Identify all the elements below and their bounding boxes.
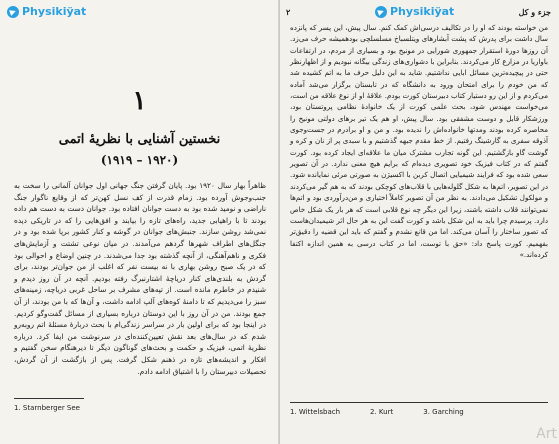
brand-name: Physikiÿat <box>22 5 87 18</box>
right-body-text: من خواسته بودند که او را در تکالیف درسی‌اش کمک کنم. سال پیش، این پسر که پانزده سال داشت برای پدرش که پشت آبشارهای ویتلسباخ مسلسلچی بودهمیشه حرف می‌زد. آن روزها دورهٔ استقرار جمهوری شورایی در مونیخ بود و بسیاری از مردم، در ارتفاعات باواریا در مزارع کار می‌کردند. بنابراین با دشواری‌های زندگی بیگانه نبودیم و از اظهارنظر حتی در پیچیده‌ترین مسائل ابایی نداشتیم. شاید به این دلیل حرف ما به اتم کشیده شد که من خودم را برای امتحان ورود به دانشگاه که در تابستان برگزار می‌شد آماده می‌کردم و از این رو دستیار کتاب دبیرستان کورت بودم. علاقهٔ او از نوع علاقه من است، می‌خواست مهندس شود، بحث علمی کورت از یک خانوادهٔ نظامی پروتستان بود، ورزشکار قابل و دوست مشفقی بود. سال پیش، او هم یک تیر برهای دولتی مونیخ را محاصره کرده بودند ومدتها خانواده‌اش را ندیده بود. و من و او برادرم در جست‌وجوی آذوقه سفری به گارشینگ رفتیم. از خط مقدم جبهه گذشتیم و با سبدی پر از نان و کره و گوشت گاو بازگشتیم. این گونه تجارب مشترک میان ما علاقه‌ای ایجاد کرده بود. کورت گفتم که در کتاب فیزیک خود تصویری دیده‌ام که برایم هیچ معنی ندارد. در آن تصویر سعی شده بود که فرایند شیمیایی اتصال کربن با اکسیژن به صورتی مرئی نمایانده شود. در این تصویر، اتم‌ها به شکل گلوله‌هایی با قلاب‌های کوچکی بودند که به هم گیر می‌کردند و مولکول تشکیل می‌دادند. به نظر من آن تصویر کاملاً اختیاری و من‌درآوردی بود و اتم‌ها نمی‌توانند قلاب داشته باشند، زیرا این دیگر چه نوع قلابی است که هر بار یک شکل خاص دارد. پرسیدم چرا باید به این شکل باشد و کورت گفت این به هر حال اثر شیمیدان‌هاست که تصور ساختار را آسان می‌کند. اما من قانع نشدم و گفتم که باید این قضیه را دقیق‌تر بفهمیم. کورت پاسخ داد: «حق با توست، اما در کتاب درسی به همین اندازه اکتفا کرده‌اند.» <box>290 23 548 259</box>
chapter-years: (۱۹۱۹ – ۱۹۲۰) <box>100 153 179 167</box>
running-header: جزء و کل <box>518 7 551 17</box>
corner-watermark: Art <box>536 426 557 442</box>
page-number: ۲ <box>286 7 291 17</box>
left-body-text: ظاهراً بهار سال ۱۹۲۰ بود. پایان گرفتن جنگ جهانی اول جوانان آلمانی را سخت به جنب‌وجوش آورده بود. زمام قدرت از کف نسل کهن‌تر که از وقایع ناگوار جنگ ناراضی و نومید شده بود به دست جوانان افتاده بود. جوانان دست به دست هم داده بودند تا با راهیابی جدید، راه‌های تازه را بیابند و افق‌هایی را که در تاریکی دیده نمی‌شد روشن سازند. جنبش‌های جوانان در گوشه و کنار کشور برپا شده بود و در جنگل‌های اطراف شهرها گردهم می‌آمدند. در میان نوعی تشتت و آزمایش‌های فکری و ناهم‌آهنگی، از آنچه گذشته بود جدا می‌شدند. در چنین اوضاع و احوالی بود که در یک صبح روشن بهاری با نه بیست نفر که اغلب از من جوان‌تر بودند، برای گردش به بلندی‌های کنار دریاچهٔ اشتارنبرگ رفته بودیم. آنچه در آن روز دیدم و شنیدم در خاطرم مانده است. از تپه‌های مشرف بر ساحل غربی دریاچه، زمینه‌های سبز را می‌دیدیم که تا دامنهٔ کوه‌های آلپ ادامه داشت، و آن‌ها که با من بودند، از آن جمع بودند. من در آن روز با این دوستان درباره بسیاری از مسائل گفت‌وگو کردیم. در اینجا بود که برای اولین بار در سراسر زندگی‌ام با بحث دربارهٔ مسئلهٔ اتم روبه‌رو شدم که در سال‌های بعد نقش تعیین‌کننده‌ای در سرنوشت من ایفا کرد. درباره نظریهٔ اتمی، فیزیک و حکمت و بحث‌های گوناگون دیگر تا دیرهنگام سخن گفتیم و افکار و اندیشه‌های تازه در ذهنم شکل گرفت. پس از بازگشت از آن گردش، تحصیلات دبیرستان را با اشتیاق ادامه دادم. <box>14 181 266 376</box>
footnote: 1. Wittelsbach <box>290 408 341 416</box>
footnote-rule <box>290 402 548 403</box>
brand-name: Physikiÿat <box>390 5 455 18</box>
footnote: 1. Starnberger See <box>14 404 80 412</box>
chapter-number: ۱ <box>132 86 147 116</box>
telegram-icon <box>7 6 19 18</box>
footnote: 2. Kurt <box>370 408 394 416</box>
left-page <box>0 0 279 444</box>
brand-watermark-left <box>7 5 86 18</box>
footnote-rule <box>14 398 84 399</box>
brand-watermark-right <box>375 5 454 18</box>
telegram-icon <box>375 6 387 18</box>
right-page <box>280 0 559 444</box>
footnote: 3. Garching <box>423 408 464 416</box>
footnotes-row <box>290 408 464 416</box>
chapter-title: نخستین آشنایی با نظریهٔ اتمی <box>58 132 221 147</box>
